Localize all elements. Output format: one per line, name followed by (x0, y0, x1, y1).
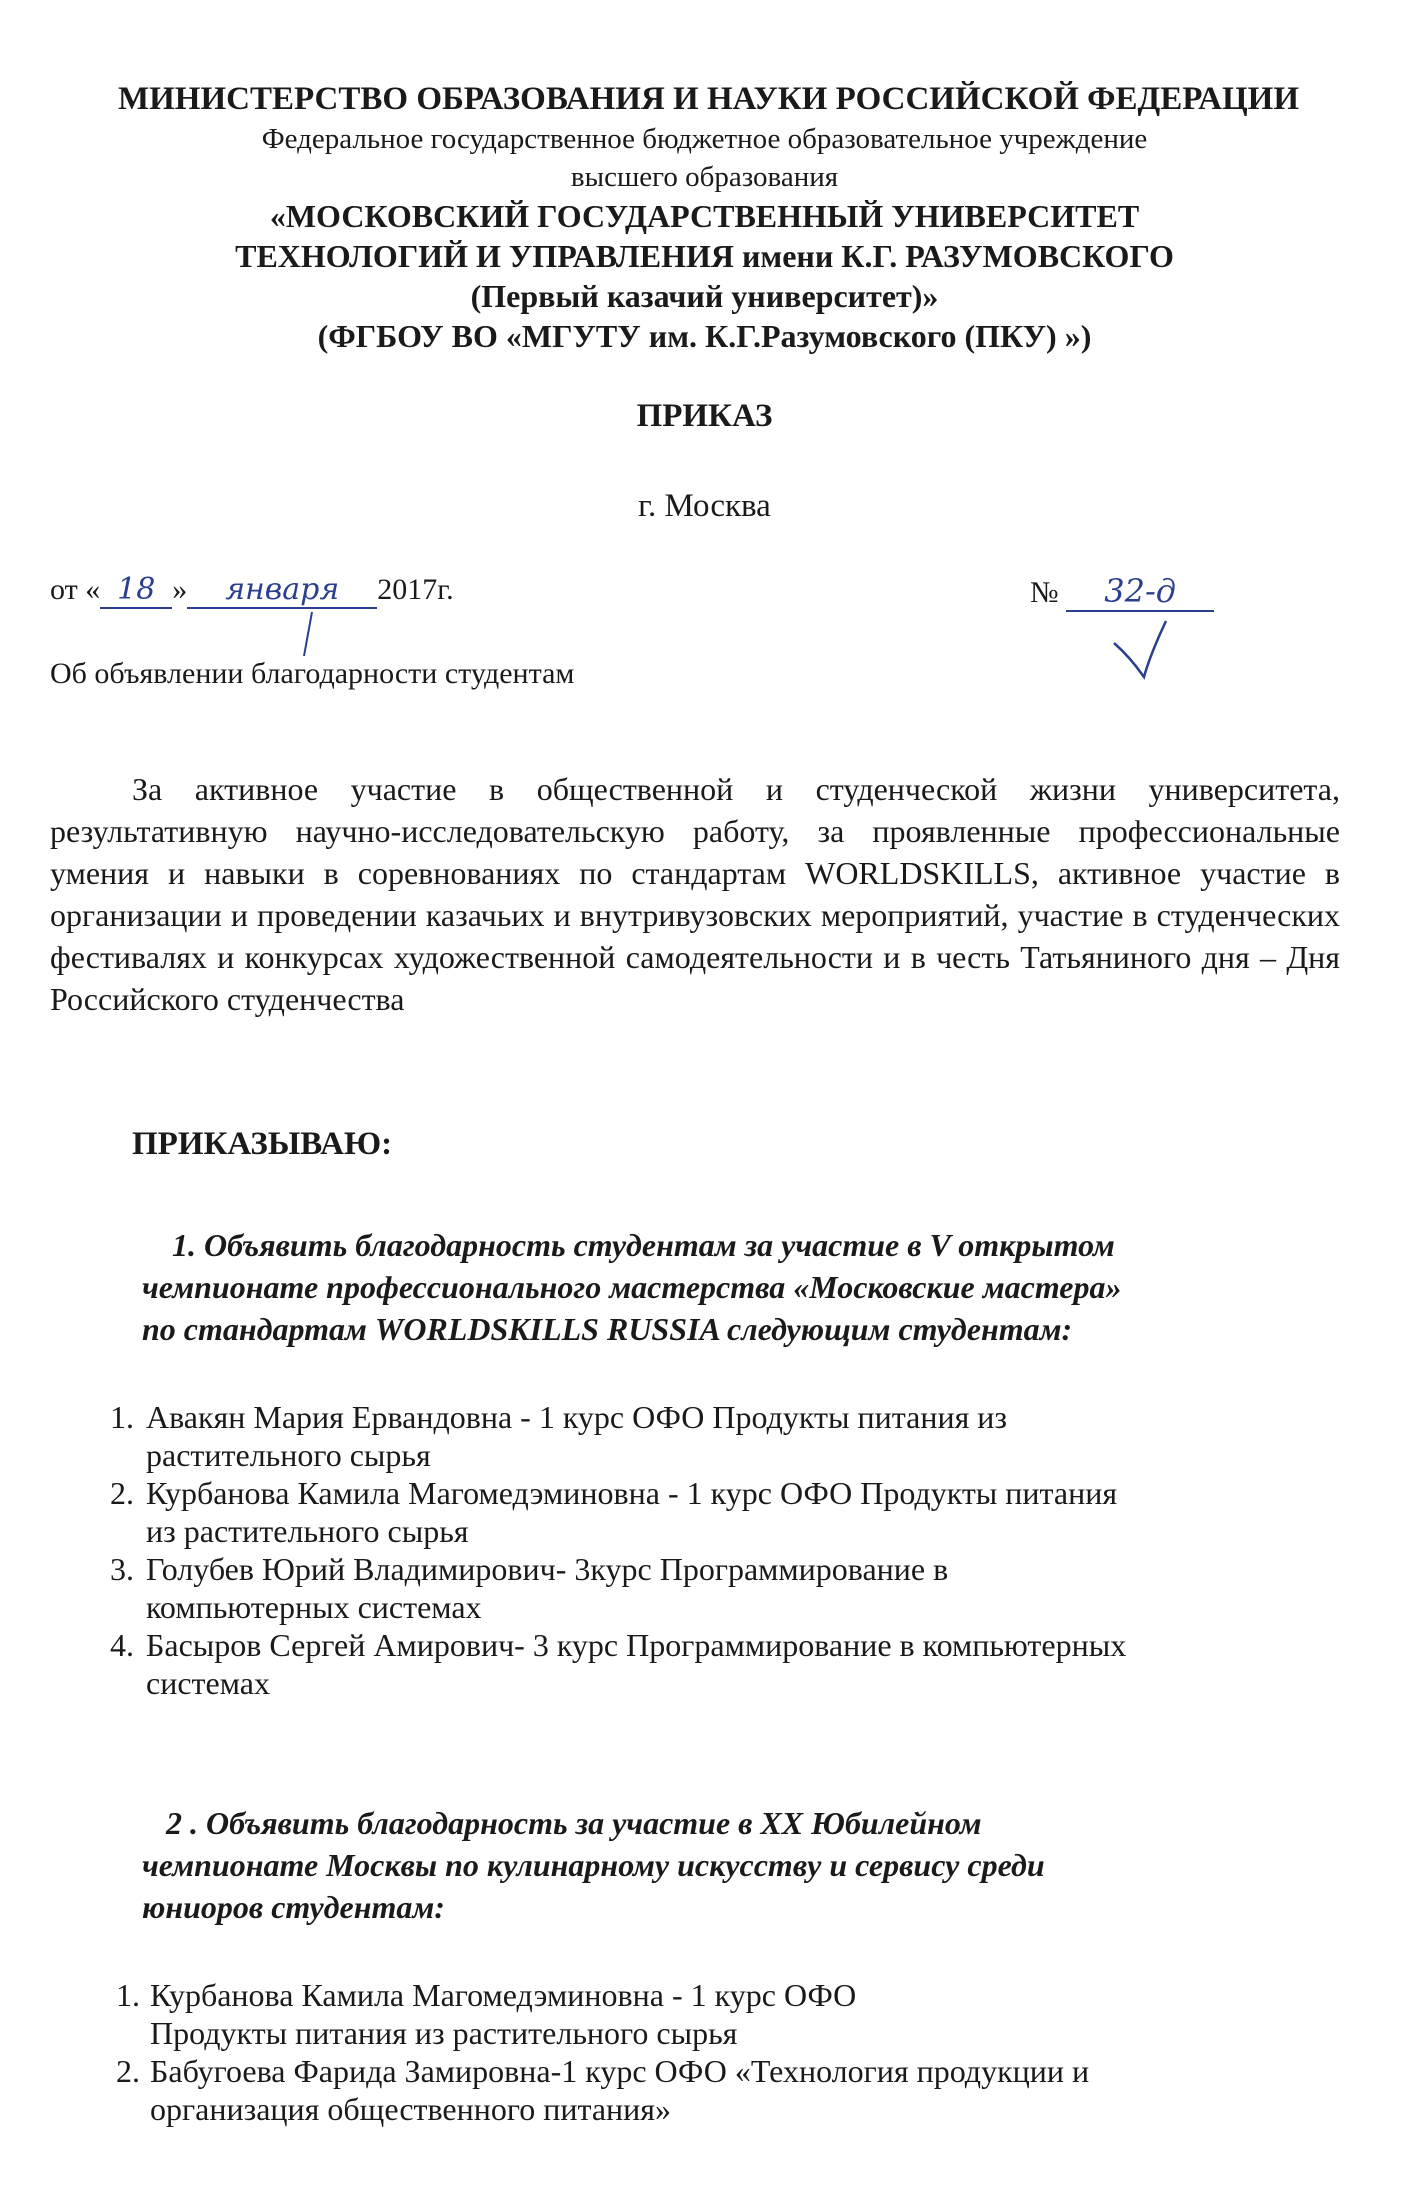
date-year: 2017г. (377, 573, 454, 606)
university-name-line2: ТЕХНОЛОГИЙ И УПРАВЛЕНИЯ имени К.Г. РАЗУМОВСКОГО (235, 238, 1174, 274)
number-handwritten: 32-д (1104, 572, 1177, 610)
list-item-text: Бабугоева Фарида Замировна-1 курс ОФО «Технология продукции и (150, 2053, 1090, 2089)
list-item-text-cont: организация общественного питания» (150, 2091, 671, 2127)
number-prefix: № (1030, 576, 1059, 609)
list-item (70, 1398, 1350, 1474)
institution-type-line1: Федеральное государственное бюджетное образовательное учреждение (261, 123, 1148, 155)
section1-student-list (70, 1398, 1350, 1702)
university-name-line3: (Первый казачий университет)» (470, 278, 939, 314)
document-title: ПРИКАЗ (636, 398, 773, 434)
document-header (0, 78, 1409, 356)
preamble-text: За активное участие в общественной и студенческой жизни университета, результативную научно-исследовательскую работу, за проявленные профессиональные умения и навыки в соревнованиях по стандартам WORLDSKILLS, активное участие в организации и проведении казачьих и внутривузовских мероприятий, участие в студенческих фестивалях и конкурсах художественной самодеятельности и в честь Татьяниного дня – Дня Российского студенчества (50, 771, 1340, 1017)
list-item-text-cont: Продукты питания из растительного сырья (150, 2015, 738, 2051)
university-abbreviation: (ФГБОУ ВО «МГУТУ им. К.Г.Разумовского (ПКУ) ») (317, 318, 1092, 354)
order-number (1030, 572, 1214, 612)
list-item-number: 4. (110, 1627, 134, 1663)
list-item (70, 1474, 1350, 1550)
list-item-text-cont: из растительного сырья (146, 1513, 469, 1549)
section2-line1: 2 . Объявить благодарность за участие в XX Юбилейном (166, 1805, 982, 1841)
section1-line3: по стандартам WORLDSKILLS RUSSIA следующим студентам: (142, 1311, 1073, 1347)
preamble-paragraph (50, 768, 1340, 1020)
list-item-text: Курбанова Камила Магомедэминовна - 1 курс ОФО (150, 1977, 857, 2013)
list-item (70, 1550, 1350, 1626)
university-name-line1: «МОСКОВСКИЙ ГОСУДАРСТВЕННЫЙ УНИВЕРСИТЕТ (269, 198, 1140, 234)
date-mid: » (172, 573, 188, 606)
list-item-text-cont: компьютерных системах (146, 1589, 482, 1625)
list-item-number: 1. (110, 1399, 134, 1435)
list-item (70, 1976, 1350, 2052)
date-prefix: от « (50, 573, 101, 606)
checkmark-icon (1110, 615, 1170, 685)
order-date (50, 572, 454, 609)
order-directive: ПРИКАЗЫВАЮ: (132, 1126, 393, 1162)
section2-student-list (70, 1976, 1350, 2128)
list-item-number: 2. (116, 2053, 140, 2089)
date-day-handwritten: 18 (117, 572, 156, 607)
document-city: г. Москва (638, 488, 771, 524)
list-item-text: Басыров Сергей Амирович- 3 курс Программирование в компьютерных (146, 1627, 1127, 1663)
list-item-text: Авакян Мария Ервандовна - 1 курс ОФО Продукты питания из (146, 1399, 1008, 1435)
section2-heading (142, 1802, 1342, 1928)
pen-stroke-mark (300, 610, 320, 660)
section2-line2: чемпионате Москвы по кулинарному искусству и сервису среди (142, 1847, 1045, 1883)
institution-type-line2: высшего образования (570, 161, 839, 193)
section1-heading (142, 1224, 1342, 1350)
date-month-handwritten: января (225, 572, 340, 607)
ministry-name: МИНИСТЕРСТВО ОБРАЗОВАНИЯ И НАУКИ РОССИЙСКОЙ ФЕДЕРАЦИИ (117, 81, 1300, 117)
section1-line1: 1. Объявить благодарность студентам за участие в V открытом (172, 1227, 1115, 1263)
list-item-text-cont: растительного сырья (146, 1437, 431, 1473)
list-item-number: 1. (116, 1977, 140, 2013)
order-subject: Об объявлении благодарности студентам (50, 657, 575, 690)
list-item-number: 3. (110, 1551, 134, 1587)
list-item-text: Голубев Юрий Владимирович- 3курс Программирование в (146, 1551, 949, 1587)
list-item-number: 2. (110, 1475, 134, 1511)
list-item-text-cont: системах (146, 1665, 270, 1701)
list-item-text: Курбанова Камила Магомедэминовна - 1 курс ОФО Продукты питания (146, 1475, 1118, 1511)
list-item (70, 2052, 1350, 2128)
section2-line3: юниоров студентам: (142, 1889, 445, 1925)
list-item (70, 1626, 1350, 1702)
section1-line2: чемпионате профессионального мастерства «Московские мастера» (142, 1269, 1122, 1305)
